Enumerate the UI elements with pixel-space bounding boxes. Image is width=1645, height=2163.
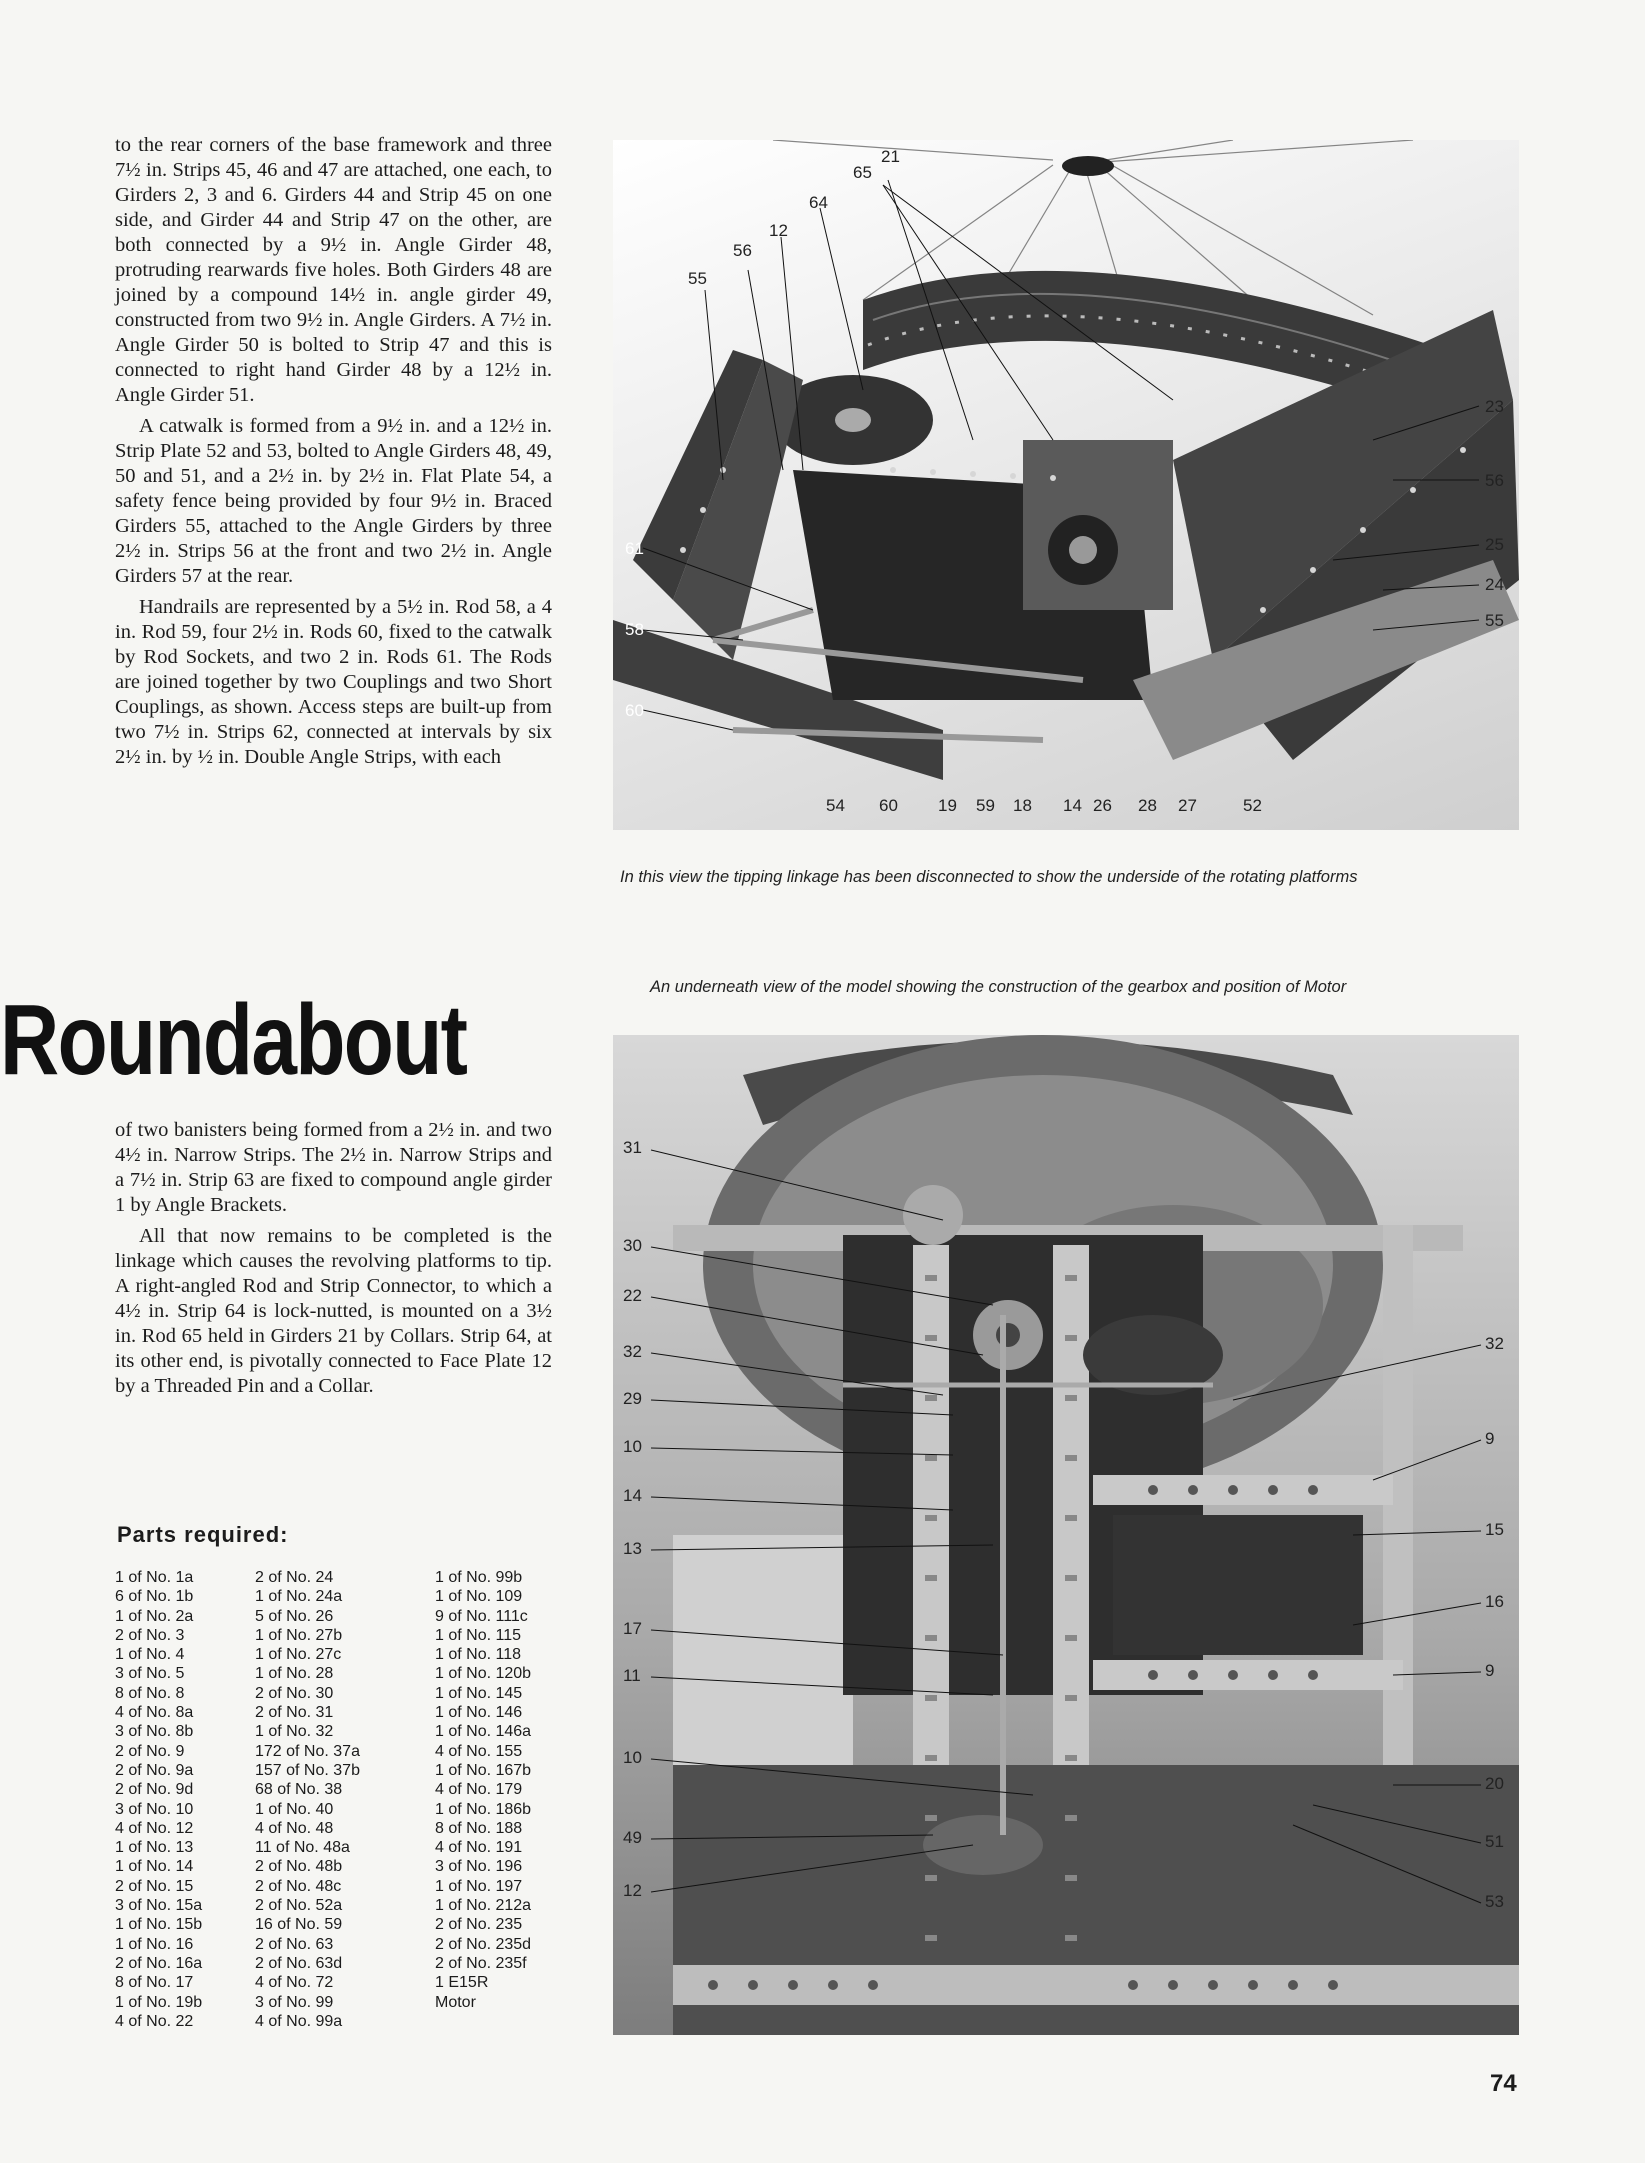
callout-label: 11 [623, 1666, 641, 1685]
parts-list-item: 1 of No. 13 [115, 1839, 194, 1857]
callout-label: 32 [623, 1342, 642, 1361]
photo-caption-top: In this view the tipping linkage has been disconnected to show the underside of the rotating platforms [620, 868, 1358, 886]
callout-label: 21 [881, 147, 900, 166]
parts-list-item: 4 of No. 8a [115, 1704, 194, 1722]
callout-label: 10 [623, 1748, 642, 1767]
parts-list-item: 4 of No. 155 [435, 1742, 523, 1760]
parts-list-item: 1 of No. 19b [115, 1993, 203, 2011]
callout-label: 29 [623, 1389, 642, 1408]
paragraph: Handrails are represented by a 5½ in. Rod 58, a 4 in. Rod 59, four 2½ in. Rods 60, fixed to the catwalk by Rod Sockets, and two 2 in. Rods 61. The Rods are joined together by two Couplings and two Short Couplings, as shown. Access steps are built-up from two 7½ in. Strips 62, connected at intervals by six 2½ in. by ½ in. Double Angle Strips, with each [115, 596, 552, 768]
callout-label: 9 [1485, 1429, 1495, 1448]
parts-list-item: 5 of No. 26 [255, 1607, 334, 1625]
parts-list-item: 1 of No. 167b [435, 1761, 532, 1779]
parts-list-item: 1 of No. 2a [115, 1607, 194, 1625]
photo-illustration [613, 1035, 1519, 2035]
parts-list-item: 1 of No. 118 [435, 1646, 521, 1664]
parts-list-item: 4 of No. 48 [255, 1819, 334, 1837]
parts-list-column-3 [435, 1568, 531, 2012]
parts-list-item: 1 of No. 1a [115, 1569, 194, 1586]
callout-label: 22 [623, 1286, 642, 1305]
parts-list-item: 9 of No. 111c [435, 1607, 528, 1625]
parts-list-item: 2 of No. 63 [255, 1935, 334, 1953]
paragraph: of two banisters being formed from a 2½ in. and two 4½ in. Narrow Strips. The 2½ in. Narrow Strips and a 7½ in. Strip 63 are fixed to compound angle girder 1 by Angle Brackets. [115, 1119, 552, 1216]
parts-list-item: 1 of No. 115 [435, 1626, 521, 1644]
callout-label: 60 [879, 796, 898, 815]
parts-list-item: 4 of No. 12 [115, 1819, 194, 1837]
parts-list-item: 1 of No. 212a [435, 1897, 532, 1915]
callout-label: 58 [625, 620, 644, 639]
parts-list-item: 1 of No. 109 [435, 1588, 523, 1606]
paragraph: All that now remains to be completed is the linkage which causes the revolving platforms to tip. A right-angled Rod and Strip Connector, to which a 4½ in. Strip 64 is lock-nutted, is mounted on a 3½ in. Rod 65 held in Girders 21 by Collars. Strip 64, at its other end, is pivotally connected to Face Plate 12 by a Threaded Pin and a Collar. [115, 1225, 552, 1397]
callout-label: 26 [1093, 796, 1112, 815]
parts-list-item: 16 of No. 59 [255, 1916, 343, 1934]
callout-label: 14 [623, 1486, 642, 1505]
parts-list-item: 2 of No. 9a [115, 1761, 194, 1779]
parts-list-title: Parts required: [117, 1522, 289, 1547]
parts-list-item: 2 of No. 48c [255, 1877, 342, 1895]
parts-list-item: 1 of No. 197 [435, 1877, 523, 1895]
parts-list-item: 1 of No. 15b [115, 1916, 203, 1934]
parts-list-item: 2 of No. 30 [255, 1684, 334, 1702]
parts-list-item: 8 of No. 8 [115, 1684, 185, 1702]
callout-label: 49 [623, 1828, 642, 1847]
parts-list-item: 1 of No. 99b [435, 1569, 523, 1586]
parts-list-item: 1 of No. 32 [255, 1723, 334, 1741]
parts-list-item: 2 of No. 235d [435, 1935, 532, 1953]
callout-label: 25 [1485, 535, 1504, 554]
parts-list-item: 8 of No. 188 [435, 1819, 523, 1837]
parts-list-item: Motor [435, 1993, 476, 2011]
callout-label: 54 [826, 796, 845, 815]
parts-list-item: 1 of No. 120b [435, 1665, 532, 1683]
parts-list-item: 1 of No. 145 [435, 1684, 523, 1702]
parts-list-item: 1 of No. 14 [115, 1858, 194, 1876]
parts-list-item: 1 E15R [435, 1974, 489, 1992]
body-text-middle [115, 1118, 552, 1399]
callout-label: 23 [1485, 397, 1504, 416]
parts-list-item: 2 of No. 52a [255, 1897, 343, 1915]
callout-label: 56 [733, 241, 752, 260]
callout-label: 30 [623, 1236, 642, 1255]
callout-label: 32 [1485, 1334, 1504, 1353]
parts-list-item: 4 of No. 179 [435, 1781, 523, 1799]
parts-list-item: 2 of No. 3 [115, 1626, 185, 1644]
parts-list-item: 2 of No. 63d [255, 1954, 343, 1972]
body-text-top [115, 133, 552, 770]
callout-label: 61 [625, 539, 644, 558]
callout-label: 53 [1485, 1892, 1504, 1911]
parts-list-item: 2 of No. 9 [115, 1742, 185, 1760]
callout-label: 60 [625, 701, 644, 720]
callout-label: 28 [1138, 796, 1157, 815]
callout-label: 56 [1485, 471, 1504, 490]
callout-label: 14 [1063, 796, 1082, 815]
parts-list-item: 2 of No. 235f [435, 1954, 527, 1972]
parts-list-item: 4 of No. 22 [115, 2012, 194, 2030]
callout-label: 52 [1243, 796, 1262, 815]
callout-label: 12 [623, 1881, 642, 1900]
parts-list-item: 3 of No. 8b [115, 1723, 194, 1741]
parts-list-item: 4 of No. 72 [255, 1974, 334, 1992]
page-number: 74 [1490, 2070, 1517, 2097]
callout-label: 16 [1485, 1592, 1504, 1611]
parts-list-item: 1 of No. 146 [435, 1704, 523, 1722]
photo-caption-bottom: An underneath view of the model showing the construction of the gearbox and position of Motor [650, 978, 1347, 996]
parts-list-item: 3 of No. 15a [115, 1897, 203, 1915]
callout-label: 12 [769, 221, 788, 240]
parts-list-item: 2 of No. 24 [255, 1569, 334, 1586]
callout-label: 24 [1485, 575, 1504, 594]
page-title: Roundabout [0, 984, 467, 1096]
parts-list-item: 1 of No. 16 [115, 1935, 194, 1953]
callout-label: 51 [1485, 1832, 1504, 1851]
photo-rotating-platforms [613, 140, 1519, 830]
callout-label: 18 [1013, 796, 1032, 815]
parts-list-item: 1 of No. 40 [255, 1800, 334, 1818]
callout-label: 59 [976, 796, 995, 815]
callout-label: 55 [688, 269, 707, 288]
callout-label: 15 [1485, 1520, 1504, 1539]
parts-list-item: 2 of No. 15 [115, 1877, 194, 1895]
parts-list-item: 1 of No. 24a [255, 1588, 343, 1606]
callout-label: 64 [809, 193, 828, 212]
parts-list-item: 2 of No. 31 [255, 1704, 334, 1722]
parts-list-item: 1 of No. 27c [255, 1646, 342, 1664]
parts-list-item: 2 of No. 235 [435, 1916, 523, 1934]
callout-label: 10 [623, 1437, 642, 1456]
photo-gearbox-underside [613, 1035, 1519, 2035]
callout-label: 9 [1485, 1661, 1495, 1680]
parts-list-item: 6 of No. 1b [115, 1588, 194, 1606]
parts-list-item: 3 of No. 196 [435, 1858, 523, 1876]
parts-list-item: 3 of No. 99 [255, 1993, 334, 2011]
callout-label: 13 [623, 1539, 642, 1558]
parts-list-item: 3 of No. 5 [115, 1665, 185, 1683]
callout-label: 55 [1485, 611, 1504, 630]
parts-list-item: 1 of No. 146a [435, 1723, 532, 1741]
parts-list-item: 4 of No. 99a [255, 2012, 343, 2030]
callout-label: 31 [623, 1138, 642, 1157]
parts-list-item: 1 of No. 28 [255, 1665, 334, 1683]
paragraph: to the rear corners of the base framework and three 7½ in. Strips 45, 46 and 47 are attached, one each, to Girders 2, 3 and 6. Girders 44 and Strip 45 on one side, and Girder 44 and Strip 47 on the other, are both connected by a 9½ in. Angle Girder 48, protruding rearwards five holes. Both Girders 48 are joined by a compound 14½ in. angle girder 49, constructed from two 9½ in. Angle Girders. A 7½ in. Angle Girder 50 is bolted to Strip 47 and this is connected to right hand Girder 48 by a 12½ in. Angle Girder 51. [115, 134, 552, 406]
parts-list-item: 8 of No. 17 [115, 1974, 194, 1992]
parts-list-item: 68 of No. 38 [255, 1781, 343, 1799]
parts-list-item: 11 of No. 48a [255, 1839, 350, 1857]
parts-list-item: 2 of No. 9d [115, 1781, 194, 1799]
parts-list-item: 157 of No. 37b [255, 1761, 360, 1779]
parts-list-item: 1 of No. 27b [255, 1626, 343, 1644]
parts-list-item: 2 of No. 48b [255, 1858, 343, 1876]
callout-label: 20 [1485, 1774, 1504, 1793]
parts-list-column-1 [115, 1568, 202, 2031]
parts-list-item: 1 of No. 4 [115, 1646, 185, 1664]
parts-list-column-2 [255, 1568, 360, 2031]
parts-list-item: 3 of No. 10 [115, 1800, 194, 1818]
paragraph: A catwalk is formed from a 9½ in. and a 12½ in. Strip Plate 52 and 53, bolted to Angle Girders 48, 49, 50 and 51, and a 2½ in. by 2½ in. Flat Plate 54, a safety fence being provided by four 9½ in. Braced Girders 55, attached to the Angle Girders by three 2½ in. Strips 56 at the front and two 2½ in. Angle Girders 57 at the rear. [115, 415, 552, 587]
parts-list-item: 4 of No. 191 [435, 1839, 523, 1857]
callout-label: 17 [623, 1619, 642, 1638]
parts-list-item: 1 of No. 186b [435, 1800, 532, 1818]
parts-list-item: 2 of No. 16a [115, 1954, 203, 1972]
parts-list-item: 172 of No. 37a [255, 1742, 360, 1760]
callout-label: 65 [853, 163, 872, 182]
callout-label: 27 [1178, 796, 1197, 815]
callout-label: 19 [938, 796, 957, 815]
